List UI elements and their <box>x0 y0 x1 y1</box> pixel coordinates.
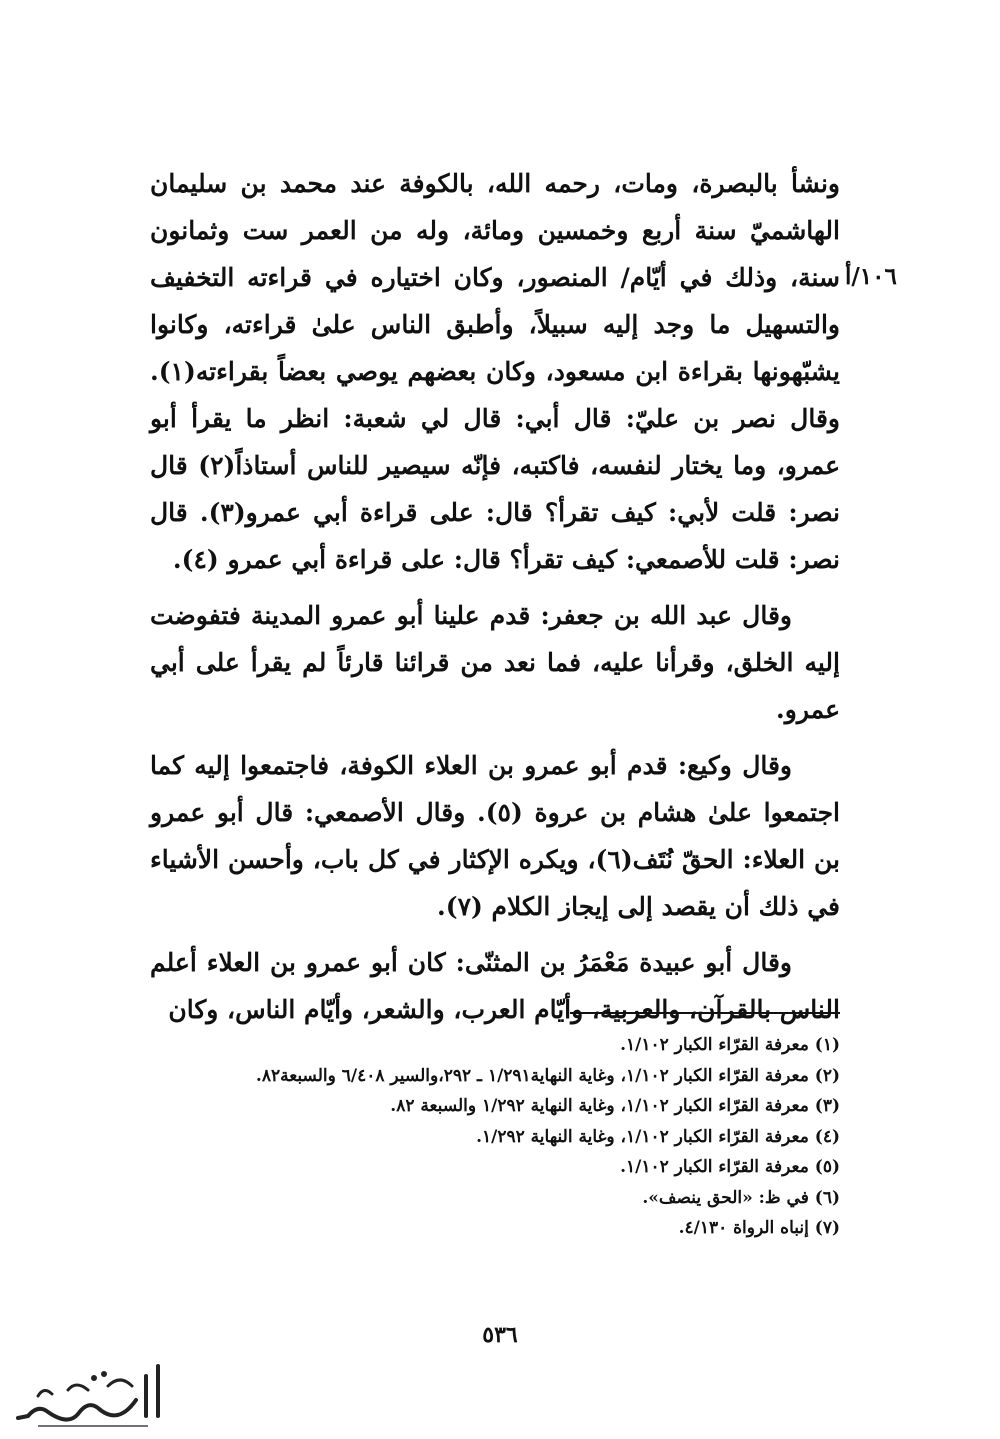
footnote: (٢) معرفة القرّاء الكبار ١/١٠٢، وغاية النهاية١/٢٩١ ـ ٢٩٢،والسير ٦/٤٠٨ والسبعة٨٢. <box>255 1065 840 1086</box>
footnotes <box>140 1030 840 1244</box>
paragraph: وقال أبو عبيدة مَعْمَرُ بن المثنّى: كان أبو عمرو بن العلاء أعلم الناس بالقرآن، والعربية، وأيّام العرب، والشعر، وأيّام الناس، وكان <box>150 948 840 1024</box>
folio-margin-note: ١٠٦/أ <box>845 263 897 290</box>
calligraphy-logo-icon <box>8 1356 168 1436</box>
page-number: ٥٣٦ <box>482 1322 518 1348</box>
footnote: (٧) إنباه الرواة ٤/١٣٠. <box>678 1218 840 1238</box>
footnote: (٤) معرفة القرّاء الكبار ١/١٠٢، وغاية النهاية ١/٢٩٢. <box>476 1126 840 1147</box>
footnote: (١) معرفة القرّاء الكبار ١/١٠٢. <box>620 1035 840 1055</box>
paragraph: وقال وكيع: قدم أبو عمرو بن العلاء الكوفة، فاجتمعوا إليه كما اجتمعوا علىٰ هشام بن عروة (٥). وقال الأصمعي: قال أبو عمرو بن العلاء: الحقّ نُتَف(٦)، ويكره الإكثار في كل باب، وأحسن الأشياء في ذلك أن يقصد إلى إيجاز الكلام (٧). <box>150 751 840 921</box>
footnote: (٣) معرفة القرّاء الكبار ١/١٠٢، وغاية النهاية ١/٢٩٢ والسبعة ٨٢. <box>390 1096 840 1116</box>
paragraph: ونشأ بالبصرة، ومات، رحمه الله، بالكوفة عند محمد بن سليمان الهاشميّ سنة أربع وخمسين ومائة، وله من العمر ست وثمانون سنة، وذلك في أيّام/ المنصور، وكان اختياره في قراءته التخفيف والتسهيل ما وجد إليه سبيلاً، وأطبق الناس علىٰ قراءته، وكانوا يشبّهونها بقراءة ابن مسعود، وكان بعضهم يوصي بعضاً بقراءته(١). وقال نصر بن عليّ: قال أبي: قال لي شعبة: انظر ما يقرأ أبو عمرو، وما يختار لنفسه، فاكتبه، فإنّه سيصير للناس أستاذاً(٢) قال نصر: قلت لأبي: كيف تقرأ؟ قال: على قراءة أبي عمرو(٣). قال نصر: قلت للأصمعي: كيف تقرأ؟ قال: على قراءة أبي عمرو (٤). <box>150 169 841 574</box>
footnote: (٥) معرفة القرّاء الكبار ١/١٠٢. <box>620 1157 840 1177</box>
main-text <box>150 160 840 1042</box>
paragraph: وقال عبد الله بن جعفر: قدم علينا أبو عمرو المدينة فتفوضت إليه الخلق، وقرأنا عليه، فما نعد من قرائنا قارئاً لم يقرأ على أبي عمرو. <box>150 601 840 724</box>
footnote: (٦) في ظ: «الحق ينصف». <box>642 1187 840 1208</box>
footnote-divider <box>570 1012 840 1014</box>
